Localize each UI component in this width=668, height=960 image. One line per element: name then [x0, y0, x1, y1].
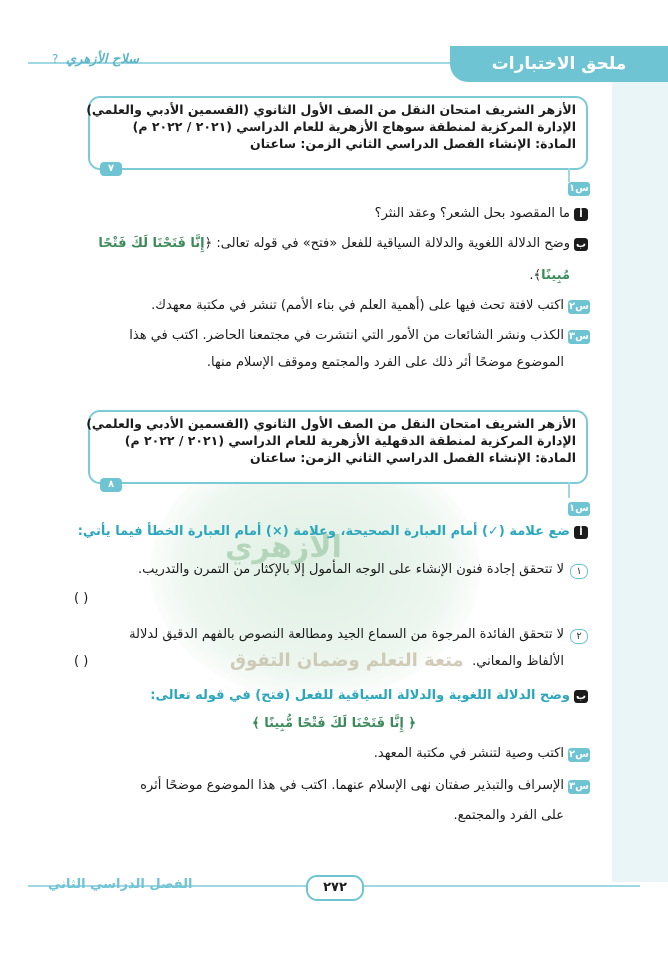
- item-number-2: ٢: [570, 629, 588, 644]
- question-text: [98, 233, 570, 255]
- instruction-text: ضع علامة (✓) أمام العبارة الصحيحة، وعلامة (×) أمام العبارة الخطأ فيما يأتي:: [77, 524, 570, 539]
- question-text: الموضوع موضحًا أثر ذلك على الفرد والمجتمع وموقف الإسلام منها.: [206, 355, 564, 370]
- question-text-part: وضح الدلالة اللغوية والدلالة السياقية للفعل «فتح» في قوله تعالى: ﴿: [204, 236, 570, 251]
- quran-verse: إِنَّا فَتَحْنَا لَكَ فَتْحًا: [98, 236, 205, 251]
- exam-region-line: الإدارة المركزية لمنطقة الدقهلية الأزهرية للعام الدراسي (٢٠٢١ / ٢٠٢٢ م): [124, 433, 576, 448]
- question-badge-3: س٣: [569, 331, 589, 342]
- question-text: [529, 265, 570, 287]
- question-text: ما المقصود بحل الشعر؟ وعقد النثر؟: [374, 206, 570, 221]
- question-badge-2: س٢: [569, 301, 589, 312]
- watermark-title: الأزهري: [225, 530, 342, 565]
- question-text: الإسراف والتبذير صفتان نهى الإسلام عنهما. اكتب في هذا الموضوع موضحًا أثره: [140, 778, 564, 793]
- question-text: اكتب وصية لتنشر في مكتبة المعهد.: [373, 746, 564, 761]
- question-badge-1: س١: [569, 183, 589, 194]
- statement-text: لا تتحقق الفائدة المرجوة من السماع الجيد ومطالعة النصوص بالفهم الدقيق لدلالة: [129, 627, 564, 642]
- statement-text: لا تتحقق إجادة فنون الإنشاء على الوجه المأمول إلا بالإكثار من التمرن والتدريب.: [138, 562, 564, 577]
- section-tab: ملحق الاختبارات: [450, 46, 668, 82]
- connector-line: [568, 482, 570, 498]
- sub-badge-a: أ: [574, 208, 588, 221]
- brand-icon: ?: [52, 52, 59, 66]
- quran-verse: ﴿ إِنَّا فَتَحْنَا لَكَ فَتْحًا مُّبِينًا ﴾: [252, 716, 416, 731]
- sub-badge-a: أ: [574, 526, 588, 539]
- brand-logo-text: سلاح الأزهري: [66, 52, 140, 67]
- question-badge-3: س٣: [569, 781, 589, 792]
- question-text: الكذب ونشر الشائعات من الأمور التي انتشرت في مجتمعنا الحاضر. اكتب في هذا: [129, 328, 564, 343]
- sub-badge-b: ب: [575, 239, 587, 250]
- question-text: على الفرد والمجتمع.: [453, 808, 564, 823]
- question-badge-2: س٢: [569, 749, 589, 760]
- exam-subject-line: المادة: الإنشاء الفصل الدراسي الثاني الزمن: ساعتان: [250, 450, 576, 465]
- answer-bracket: ( ): [74, 654, 89, 669]
- page-number: ٢٧٢: [306, 875, 364, 901]
- sub-badge-b: ب: [575, 691, 587, 702]
- exam-title-line: الأزهر الشريف امتحان النقل من الصف الأول الثانوي (القسمين الأدبي والعلمي): [86, 416, 576, 431]
- watermark-slogan: متعة التعلم وضمان التفوق: [230, 650, 464, 671]
- exam-number-badge: ٨: [100, 478, 122, 492]
- item-number-1: ١: [570, 564, 588, 579]
- statement-text: الألفاظ والمعاني.: [472, 654, 564, 669]
- quran-verse-end: مُبِينًا: [541, 268, 570, 283]
- exam-header-box-8: [88, 410, 588, 484]
- side-strip: [612, 82, 668, 882]
- exam-title-line: الأزهر الشريف امتحان النقل من الصف الأول الثانوي (القسمين الأدبي والعلمي): [86, 102, 576, 117]
- instruction-text: وضح الدلالة اللغوية والدلالة السياقية للفعل (فتح) في قوله تعالى:: [150, 688, 570, 703]
- connector-line: [568, 168, 570, 182]
- verse-close: ﴾.: [529, 268, 542, 283]
- question-badge-1: س١: [569, 503, 589, 514]
- question-text: اكتب لافتة تحث فيها على (أهمية العلم في بناء الأمم) تنشر في مكتبة معهدك.: [151, 298, 564, 313]
- answer-bracket: ( ): [74, 591, 89, 606]
- exam-subject-line: المادة: الإنشاء الفصل الدراسي الثاني الزمن: ساعتان: [250, 136, 576, 151]
- exam-header-box-7: [88, 96, 588, 170]
- exam-region-line: الإدارة المركزية لمنطقة سوهاج الأزهرية للعام الدراسي (٢٠٢١ / ٢٠٢٢ م): [132, 119, 576, 134]
- exam-number-badge: ٧: [100, 162, 122, 176]
- semester-label: الفصل الدراسي الثاني: [48, 877, 193, 892]
